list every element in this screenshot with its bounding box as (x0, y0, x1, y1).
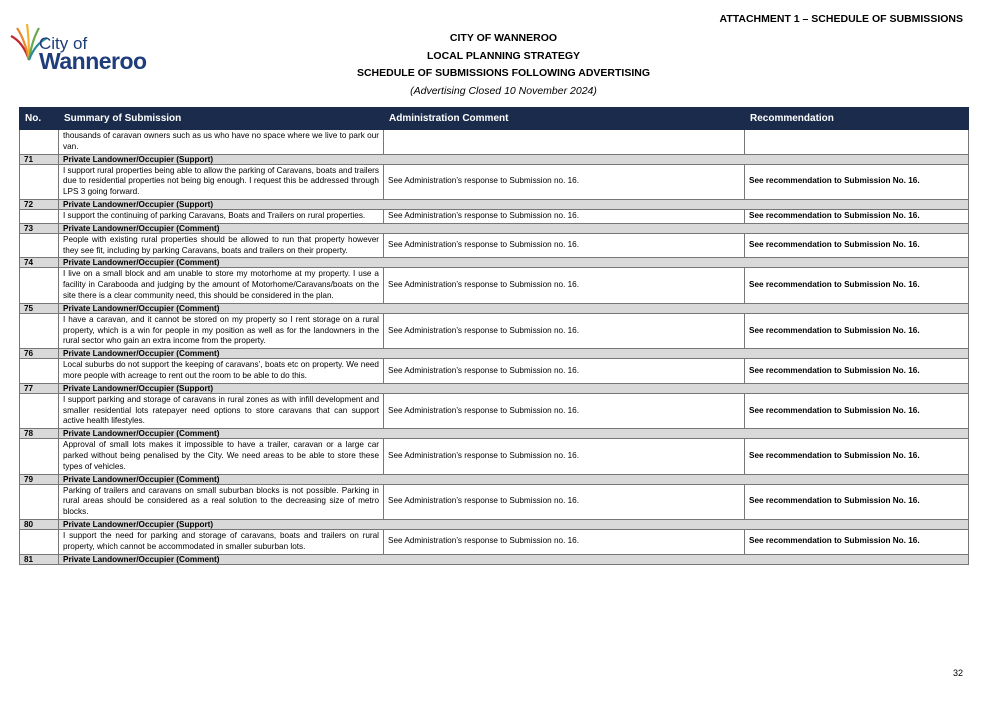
submission-number: 75 (20, 303, 59, 313)
column-header-comment: Administration Comment (384, 108, 745, 130)
submission-summary: Approval of small lots makes it impossible to have a trailer, caravan or a large car parked without being penalised by the City. We need areas to be able to store these types of vehicles. (59, 439, 384, 474)
submission-detail-row (20, 268, 969, 303)
recommendation: See recommendation to Submission No. 16. (745, 393, 969, 428)
administration-comment: See Administration’s response to Submission no. 16. (384, 313, 745, 348)
submission-summary: People with existing rural properties should be allowed to run that property however they see fit, including by parking Caravans, boats and trailers on their property. (59, 233, 384, 258)
submission-detail-row (20, 164, 969, 199)
submission-detail-row (20, 209, 969, 223)
submission-number: 79 (20, 474, 59, 484)
submission-header-row (20, 349, 969, 359)
submission-number: 76 (20, 349, 59, 359)
submission-header-row (20, 474, 969, 484)
submission-summary: I live on a small block and am unable to store my motorhome at my property. I use a facility in Carabooda and judging by the amount of Motorhome/Caravans/boats on the site there is a clear community need, this should be considered in the plan. (59, 268, 384, 303)
recommendation: See recommendation to Submission No. 16. (745, 164, 969, 199)
submissions-table (19, 107, 969, 565)
header-advertising-closed: (Advertising Closed 10 November 2024) (410, 84, 597, 97)
submission-number: 80 (20, 519, 59, 529)
continuation-summary: thousands of caravan owners such as us who have no space where we live to park our van. (59, 130, 384, 155)
column-header-summary: Summary of Submission (59, 108, 384, 130)
submission-header-row (20, 199, 969, 209)
submitter-type: Private Landowner/Occupier (Support) (59, 199, 969, 209)
submission-header-row (20, 383, 969, 393)
recommendation: See recommendation to Submission No. 16. (745, 529, 969, 554)
submission-summary: I have a caravan, and it cannot be stored on my property so I rent storage on a rural property, which is a win for people in my position as well as for the landowners in the rural sector who gain an extra income from the property. (59, 313, 384, 348)
submitter-type: Private Landowner/Occupier (Support) (59, 519, 969, 529)
submission-detail-row (20, 313, 969, 348)
submission-header-row (20, 303, 969, 313)
recommendation: See recommendation to Submission No. 16. (745, 313, 969, 348)
administration-comment: See Administration’s response to Submission no. 16. (384, 484, 745, 519)
submission-header-row (20, 554, 969, 564)
submitter-type: Private Landowner/Occupier (Comment) (59, 429, 969, 439)
submission-detail-row (20, 233, 969, 258)
submission-number: 72 (20, 199, 59, 209)
submission-detail-row (20, 529, 969, 554)
submission-number: 77 (20, 383, 59, 393)
submission-number: 71 (20, 154, 59, 164)
administration-comment: See Administration’s response to Submission no. 16. (384, 233, 745, 258)
submission-number: 73 (20, 223, 59, 233)
column-header-no: No. (20, 108, 59, 130)
column-header-recommendation: Recommendation (745, 108, 969, 130)
submission-header-row (20, 223, 969, 233)
submission-summary: Parking of trailers and caravans on small suburban blocks is not possible. Parking in rural areas should be considered as a real solution to the decreasing size of metro blocks. (59, 484, 384, 519)
submission-detail-row (20, 484, 969, 519)
submission-header-row (20, 154, 969, 164)
table-header-row (20, 108, 969, 130)
submission-summary: Local suburbs do not support the keeping of caravans’, boats etc on property. We need more people with acreage to rent out the room to be able to do this. (59, 359, 384, 384)
header-strategy: LOCAL PLANNING STRATEGY (426, 49, 581, 62)
administration-comment: See Administration’s response to Submission no. 16. (384, 164, 745, 199)
header-schedule: SCHEDULE OF SUBMISSIONS FOLLOWING ADVERTISING (356, 67, 651, 79)
table-row-continuation (20, 130, 969, 155)
document-header (0, 30, 1007, 100)
submission-number: 81 (20, 554, 59, 564)
recommendation: See recommendation to Submission No. 16. (745, 268, 969, 303)
submitter-type: Private Landowner/Occupier (Comment) (59, 554, 969, 564)
submission-summary: I support the need for parking and storage of caravans, boats and trailers on rural property, which cannot be accommodated in smaller suburban lots. (59, 529, 384, 554)
submitter-type: Private Landowner/Occupier (Comment) (59, 258, 969, 268)
logo-text-wanneroo: Wanneroo (39, 48, 147, 74)
submission-summary: I support parking and storage of caravans in rural zones as with infill development and smaller residential lots ratepayer need options to store caravans that can support active health lifestyles. (59, 393, 384, 428)
submitter-type: Private Landowner/Occupier (Comment) (59, 349, 969, 359)
submission-header-row (20, 258, 969, 268)
header-organisation: CITY OF WANNEROO (449, 32, 558, 44)
administration-comment: See Administration’s response to Submission no. 16. (384, 359, 745, 384)
recommendation: See recommendation to Submission No. 16. (745, 233, 969, 258)
submitter-type: Private Landowner/Occupier (Support) (59, 383, 969, 393)
recommendation: See recommendation to Submission No. 16. (745, 359, 969, 384)
logo-text-city: City of (39, 34, 88, 53)
submission-summary: I support rural properties being able to allow the parking of Caravans, boats and trailers due to residential properties not being big enough. I request this be addressed through LPS 3 going forward. (59, 164, 384, 199)
submitter-type: Private Landowner/Occupier (Comment) (59, 303, 969, 313)
submission-detail-row (20, 393, 969, 428)
administration-comment: See Administration’s response to Submission no. 16. (384, 268, 745, 303)
submitter-type: Private Landowner/Occupier (Comment) (59, 223, 969, 233)
submission-summary: I support the continuing of parking Caravans, Boats and Trailers on rural properties. (59, 209, 384, 223)
page-number: 32 (952, 668, 963, 678)
submitter-type: Private Landowner/Occupier (Comment) (59, 474, 969, 484)
submission-header-row (20, 429, 969, 439)
recommendation: See recommendation to Submission No. 16. (745, 439, 969, 474)
submission-detail-row (20, 359, 969, 384)
administration-comment: See Administration’s response to Submission no. 16. (384, 393, 745, 428)
administration-comment: See Administration’s response to Submission no. 16. (384, 439, 745, 474)
administration-comment: See Administration’s response to Submission no. 16. (384, 529, 745, 554)
recommendation: See recommendation to Submission No. 16. (745, 209, 969, 223)
submission-number: 78 (20, 429, 59, 439)
submitter-type: Private Landowner/Occupier (Support) (59, 154, 969, 164)
submission-number: 74 (20, 258, 59, 268)
administration-comment: See Administration’s response to Submission no. 16. (384, 209, 745, 223)
attachment-title: ATTACHMENT 1 – SCHEDULE OF SUBMISSIONS (719, 13, 963, 25)
submission-header-row (20, 519, 969, 529)
recommendation: See recommendation to Submission No. 16. (745, 484, 969, 519)
submission-detail-row (20, 439, 969, 474)
